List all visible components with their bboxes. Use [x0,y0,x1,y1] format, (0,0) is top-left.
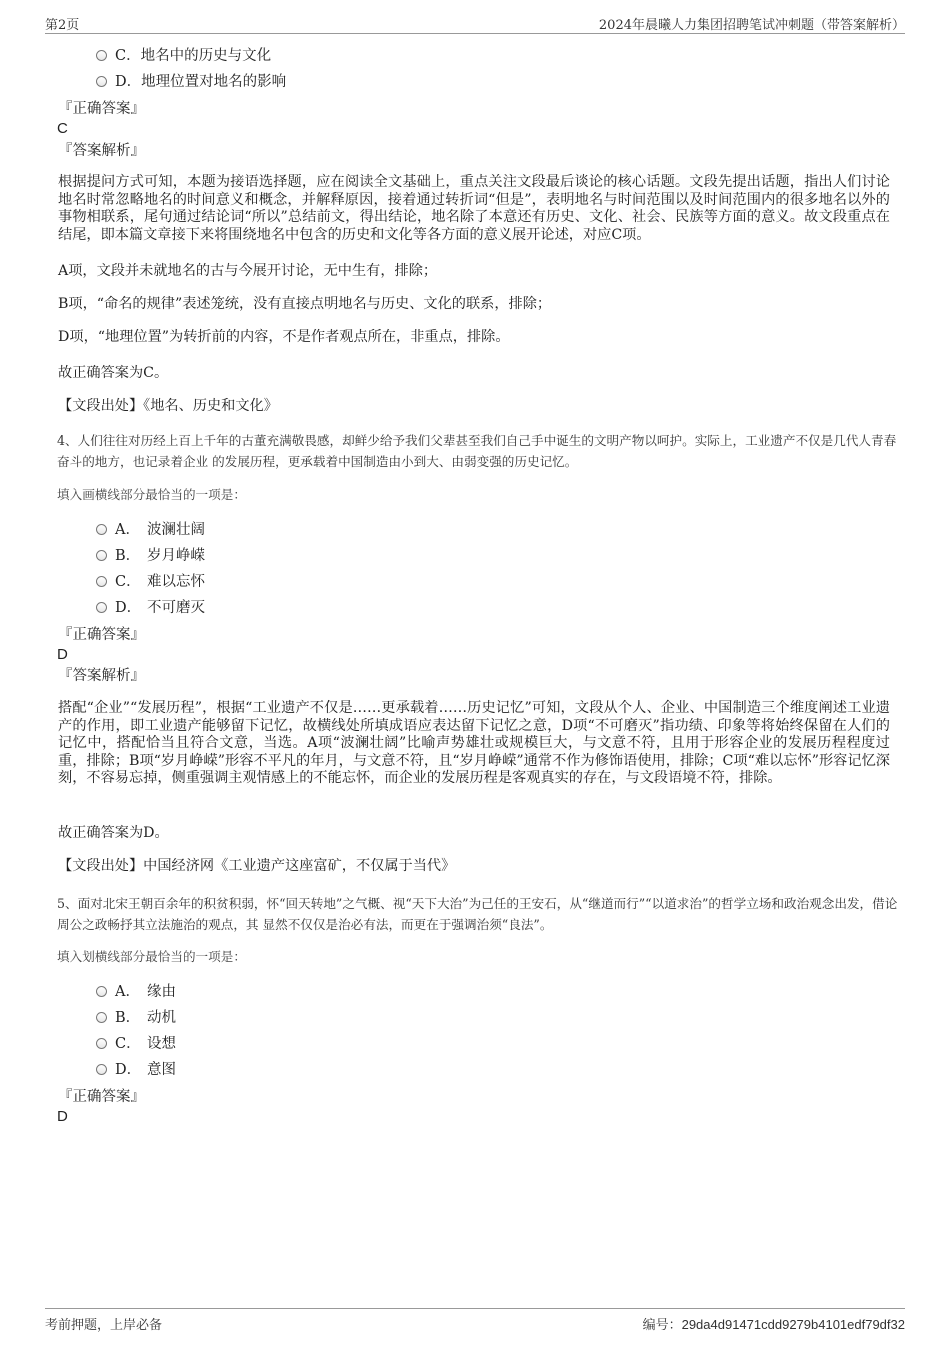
q4-analysis-label: 『答案解析』 [58,668,145,684]
radio-icon[interactable] [96,1064,107,1075]
radio-icon[interactable] [96,986,107,997]
q3-option-d[interactable]: D．地理位置对地名的影响 [96,72,286,92]
q3-answer-label: 『正确答案』 [58,101,145,117]
q5-prompt: 填入划横线部分最恰当的一项是： [57,949,246,964]
q4-answer-label: 『正确答案』 [58,627,145,643]
q3-conclusion: 故正确答案为C。 [58,365,169,381]
q3-source: 【文段出处】《地名、历史和文化》 [58,398,278,414]
q5-option-b[interactable]: B． 动机 [96,1008,176,1028]
q4-option-a[interactable]: A． 波澜壮阔 [96,520,205,540]
q5-option-a[interactable]: A． 缘由 [96,982,176,1002]
q4-stem: 4、人们往往对历经上百上千年的古董充满敬畏感，却鲜少给予我们父辈甚至我们自己手中诞生的文明产物以呵护。实际上，工业遗产不仅是几代人青春奋斗的地方，也记录着企业 的发展历程，更承载着中国制造由小到大、由弱变强的历史记忆。 [57,433,897,469]
radio-icon[interactable] [96,50,107,61]
q3-option-c[interactable]: C．地名中的历史与文化 [96,46,271,66]
q5-answer-label: 『正确答案』 [58,1089,145,1105]
q3-note-b: B项，“命名的规律”表述笼统，没有直接点明地名与历史、文化的联系，排除； [58,296,552,312]
q4-option-b[interactable]: B． 岁月峥嵘 [96,546,205,566]
q4-prompt: 填入画横线部分最恰当的一项是： [57,487,246,502]
radio-icon[interactable] [96,576,107,587]
q3-note-d: D项，“地理位置”为转折前的内容，不是作者观点所在，非重点，排除。 [58,329,510,345]
q5-option-d[interactable]: D． 意图 [96,1060,176,1080]
footer-code: 29da4d91471cdd9279b4101edf79df32 [681,1317,905,1332]
radio-icon[interactable] [96,524,107,535]
q4-answer: D [57,646,68,663]
q4-source: 【文段出处】中国经济网《工业遗产这座富矿，不仅属于当代》 [58,858,456,874]
footer-code-block [643,1314,905,1333]
page-number: 第2页 [45,18,80,33]
q3-analysis-text: 根据提问方式可知，本题为接语选择题，应在阅读全文基础上，重点关注文段最后谈论的核心话题。文段先提出话题，指出人们讨论地名时常忽略地名的时间意义和概念，并解释原因，接着通过转折词“但是”，表明地名与时间范围以及时间范围内的很多地名以外的事物相联系，尾句通过结论词“所以”总结前文，得出结论，地名除了本意还有历史、文化、社会、民族等方面的意义。故文段重点在结尾，即本篇文章接下来将围绕地名中包含的历史和文化等各方面的意义展开论述，对应C项。 [58,174,890,243]
q4-option-d[interactable]: D． 不可磨灭 [96,598,205,618]
q3-note-a: A项，文段并未就地名的古与今展开讨论，无中生有，排除； [58,263,438,279]
page-header [45,13,905,34]
footer-slogan: 考前押题，上岸必备 [45,1318,163,1333]
footer-code-label: 编号： [642,1318,682,1333]
q5-stem: 5、面对北宋王朝百余年的积贫积弱，怀“回天转地”之气概、视“天下大治”为己任的王安石，从“继道而行”“以道求治”的哲学立场和政治观念出发，借论周公之政畅抒其立法施治的观点，其 显然不仅仅是治必有法，而更在于强调治须“良法”。 [57,896,898,932]
q4-analysis-text: 搭配“企业”“发展历程”，根据“工业遗产不仅是……更承载着……历史记忆”可知，文段从个人、企业、中国制造三个维度阐述工业遗产的作用，即工业遗产能够留下记忆，故横线处所填成语应表达留下记忆之意，D项“不可磨灭”指功绩、印象等将始终保留在人们的记忆中，搭配恰当且符合文意，当选。A项“波澜壮阔”比喻声势雄壮或规模巨大，与文意不符，且用于形容企业的发展历程程度过重，排除；B项“岁月峥嵘”形容不平凡的年月，与文意不符，且“岁月峥嵘”通常不作为修饰语使用，排除；C项“难以忘怀”形容记忆深刻，不容易忘掉，侧重强调主观情感上的不能忘怀，而企业的发展历程是客观真实的存在，与文段语境不符，排除。 [58,700,890,786]
q5-option-c[interactable]: C． 设想 [96,1034,176,1054]
document-title: 2024年晨曦人力集团招聘笔试冲刺题（带答案解析） [598,18,905,33]
q4-conclusion: 故正确答案为D。 [58,825,169,841]
page-footer [45,1308,905,1333]
radio-icon[interactable] [96,76,107,87]
q3-answer: C [57,120,68,137]
q4-option-c[interactable]: C． 难以忘怀 [96,572,205,592]
q3-analysis-label: 『答案解析』 [58,143,145,159]
radio-icon[interactable] [96,550,107,561]
radio-icon[interactable] [96,602,107,613]
radio-icon[interactable] [96,1038,107,1049]
radio-icon[interactable] [96,1012,107,1023]
q5-answer: D [57,1108,68,1125]
